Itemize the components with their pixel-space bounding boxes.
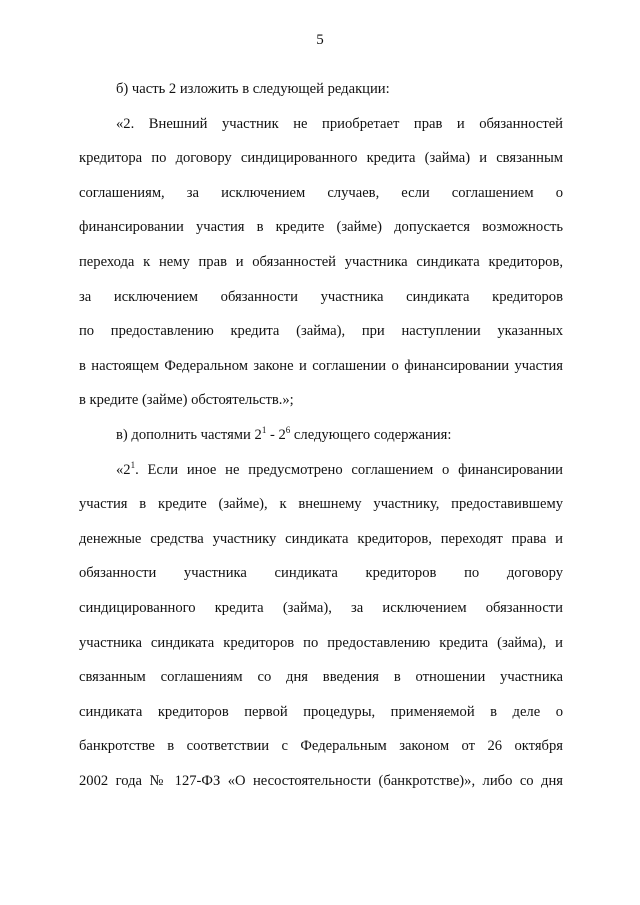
text-line [79,418,563,453]
text-line: за исключением обязанности участника синдиката кредиторов [79,288,563,305]
text-line: участия в кредите (займе), к внешнему участнику, предоставившему [79,496,563,513]
text-line: 2002 года № 127-ФЗ «О несостоятельности (банкротстве)», либо со дня [79,772,563,789]
text-segment: следующего содержания: [290,426,452,443]
text-line: синдицированного кредита (займа), за исключением обязанности [79,599,563,616]
paragraph-b [79,72,563,107]
text-line: соглашениям, за исключением случаев, если соглашением о [79,184,563,201]
paragraph-part-2 [79,107,563,418]
text-segment: в) дополнить частями 2 [116,426,262,443]
paragraph-part-2-1 [79,453,563,799]
text-line [79,453,563,488]
text-segment: . Если иное не предусмотрено соглашением о финансировании [135,461,563,478]
document-body [79,72,563,798]
text-line: финансировании участия в кредите (займе) допускается возможность [79,219,563,236]
text-line: б) часть 2 изложить в следующей редакции: [116,81,390,97]
text-segment: «2 [116,461,131,478]
text-line: в кредите (займе) обстоятельств.»; [79,392,294,409]
text-line: в настоящем Федеральном законе и соглашении о финансировании участия [79,357,563,374]
text-line: «2. Внешний участник не приобретает прав и обязанностей [116,115,563,132]
text-line: синдиката кредиторов первой процедуры, применяемой в деле о [79,703,563,720]
text-line: по предоставлению кредита (займа), при наступлении указанных [79,323,563,340]
text-line: банкротстве в соответствии с Федеральным законом от 26 октября [79,738,563,755]
superscript: 6 [285,424,291,435]
superscript: 1 [130,459,136,470]
text-line: денежные средства участнику синдиката кредиторов, переходят права и [79,530,563,547]
text-line: связанным соглашениям со дня введения в отношении участника [79,669,563,686]
text-segment: - 2 [266,426,286,443]
text-line: кредитора по договору синдицированного кредита (займа) и связанным [79,150,563,167]
page-number: 5 [316,32,324,48]
paragraph-v [79,418,563,453]
text-line: обязанности участника синдиката кредиторов по договору [79,565,563,582]
superscript: 1 [261,424,267,435]
text-line: перехода к нему прав и обязанностей участника синдиката кредиторов, [79,253,563,270]
text-line: участника синдиката кредиторов по предоставлению кредита (займа), и [79,634,563,651]
